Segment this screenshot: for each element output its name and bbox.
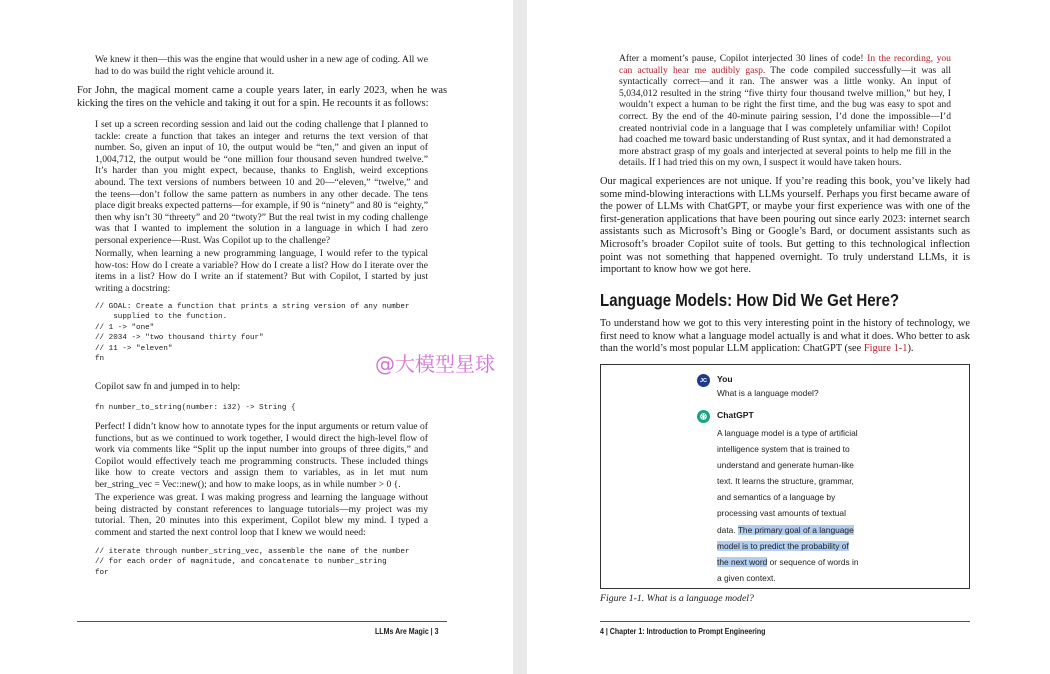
figure-link[interactable]: Figure 1-1 [863, 343, 908, 355]
section-heading: Language Models: How Did We Get Here? [600, 290, 900, 310]
chatgpt-response [717, 425, 957, 586]
page-footer: LLMs Are Magic | 3 [375, 627, 439, 636]
right-page [527, 0, 1050, 674]
response-line: and semantics of a language by [717, 492, 836, 503]
user-message: What is a language model? [717, 388, 819, 398]
understand-text-end: ). [907, 343, 914, 355]
john-paragraph: For John, the magical moment came a couple years later, in early 2023, when he was kicking the tires on the vehicle and taking it out for a spin. He recounts it as follows: [77, 85, 447, 109]
code-block-fn: fn number_to_string(number: i32) -> String { [95, 404, 296, 412]
chatgpt-logo-icon [697, 410, 710, 423]
response-line: text. It learns the structure, grammar, [717, 476, 854, 487]
response-line: processing vast amounts of textual [717, 508, 846, 519]
page-footer: 4 | Chapter 1: Introduction to Prompt Engineering [600, 627, 766, 636]
quote-text-end: The code compiled successfully—it was all syntactically correct—and it ran. The answer was a little wonky. An input of 5,034,012 resulted in the string “five thirty four thousand twelve million,” but hey, I wouldn’t expect a human to be right the first time, and the bug was easy to spot and correct. By the end of the 40-minute pairing session, I’d done the impossible—I’d created nontrivial code in a language that I was completely unfamiliar with! Copilot had coached me toward basic understanding of Rust syntax, and it had demonstrated a more abstract grasp of my goals and interjected at several points to help me fill in the details. If I had tried this on my own, I suspect it would have taken hours. [619, 64, 951, 169]
response-line [717, 522, 957, 538]
user-avatar: JC [697, 374, 710, 387]
magical-paragraph: Our magical experiences are not unique. If you’re reading this book, you’ve likely had some mind-blowing interactions with LLMs yourself. Perhaps you first became aware of the power of LLMs with ChatGPT, or maybe your first experience was with one of the first-generation applications that have been pouring out since early 2023: internet search assistants such as Microsoft’s Bing or Google’s Bard, or document assistants such as Microsoft’s broader Copilot suite of tools. But getting to this technological inflection point was not something that happened overnight. To truly understand LLMs, it is important to know how we got here. [600, 176, 970, 276]
user-name: You [717, 374, 733, 384]
response-line: understand and generate human-like [717, 460, 854, 471]
highlighted-text: model is to predict the probability of [717, 540, 849, 551]
quote-paragraph-normally: Normally, when learning a new programming language, I would refer to the typical how-tos: How do I create a variable? How do I create a list? How do I iterate over the items in a list? How do I write an if statement? But with Copilot, I started by just writing a docstring: [95, 248, 428, 294]
response-text: or sequence of words in [767, 556, 859, 567]
chatgpt-name: ChatGPT [717, 410, 754, 420]
highlighted-text: the next word [717, 556, 768, 567]
footer-rule [77, 621, 447, 622]
quote-paragraph-1: I set up a screen recording session and laid out the coding challenge that I planned to tackle: create a function that takes an integer and returns the text version of that number. So, given an input of 10, the output would be “ten,” and given an input of 1,004,712, the output would be “one million four thousand seven hundred twelve.” It’s harder than you might expect, because, thanks to English, weird exceptions abound. The text versions of numbers between 10 and 20—“eleven,” “twelve,” and the teens—don’t follow the same pattern as numbers in any other decade. The tens place digit breaks expected patterns—for example, if 90 is “ninety” and 80 is “eighty,” then why isn’t 30 “threety” and 20 “twoty?” But the real twist in my coding challenge was that I wanted to implement the solution in a language in which I had zero personal experience—Rust. Was Copilot up to the challenge? [95, 119, 428, 246]
highlighted-text: The primary goal of a language [737, 524, 854, 535]
quote-text-start: After a moment’s pause, Copilot interjected 30 lines of code! [619, 53, 868, 64]
quote-paragraph-perfect: Perfect! I didn’t know how to annotate types for the input arguments or return value of functions, but as we continued to work together, I would direct the high-level flow of work via comments like “Split up the input number into groups of three digits,” and Copilot would effectively teach me programming constructs. These included things like how to create vectors and assign them to variables, as in let mut num ber_string_vec = Vec::new(); and how to make loops, as in while number > 0 {. [95, 421, 428, 490]
quote-paragraph-experience: The experience was great. I was making progress and learning the language without being distracted by constant references to language tutorials—my project was my tutorial. Then, 20 minutes into this experiment, Copilot blew my mind. I typed a comment and started the next control loop that I knew we would need: [95, 492, 428, 538]
footer-rule [600, 621, 970, 622]
quote-paragraph-gasp [619, 53, 951, 169]
understand-text-start: To understand how we got to this very interesting point in the history of technology, we first need to know what a language model actually is and what it does. Who better to ask than the world’s most popular LLM application: ChatGPT (see [600, 318, 970, 355]
code-block-iterate: // iterate through number_string_vec, assemble the name of the number // for each order of magnitude, and concatenate to number_string for [95, 548, 410, 577]
response-line [717, 538, 957, 554]
copilot-saw-paragraph: Copilot saw fn and jumped in to help: [95, 381, 241, 392]
figure-caption: Figure 1-1. What is a language model? [600, 593, 754, 604]
response-text: data. [717, 524, 738, 535]
left-page [0, 0, 513, 674]
response-line [717, 554, 957, 570]
understand-paragraph [600, 318, 970, 356]
response-line: a given context. [717, 572, 776, 583]
response-line: A language model is a type of artificial [717, 428, 858, 438]
watermark: @大模型星球 [375, 352, 495, 376]
intro-paragraph: We knew it then—this was the engine that would usher in a new age of coding. All we had to do was build the right vehicle around it. [95, 54, 428, 77]
figure-chat-screenshot [600, 364, 970, 589]
response-line: intelligence system that is trained to [717, 444, 850, 455]
code-block-goal: // GOAL: Create a function that prints a string version of any number supplied to the function. // 1 -> "one" // 2034 -> "two thousand thirty four" // 11 -> "eleven" fn [95, 303, 410, 364]
quote-red-link[interactable]: In the recording, you can actually hear me audibly gasp. [619, 53, 951, 76]
